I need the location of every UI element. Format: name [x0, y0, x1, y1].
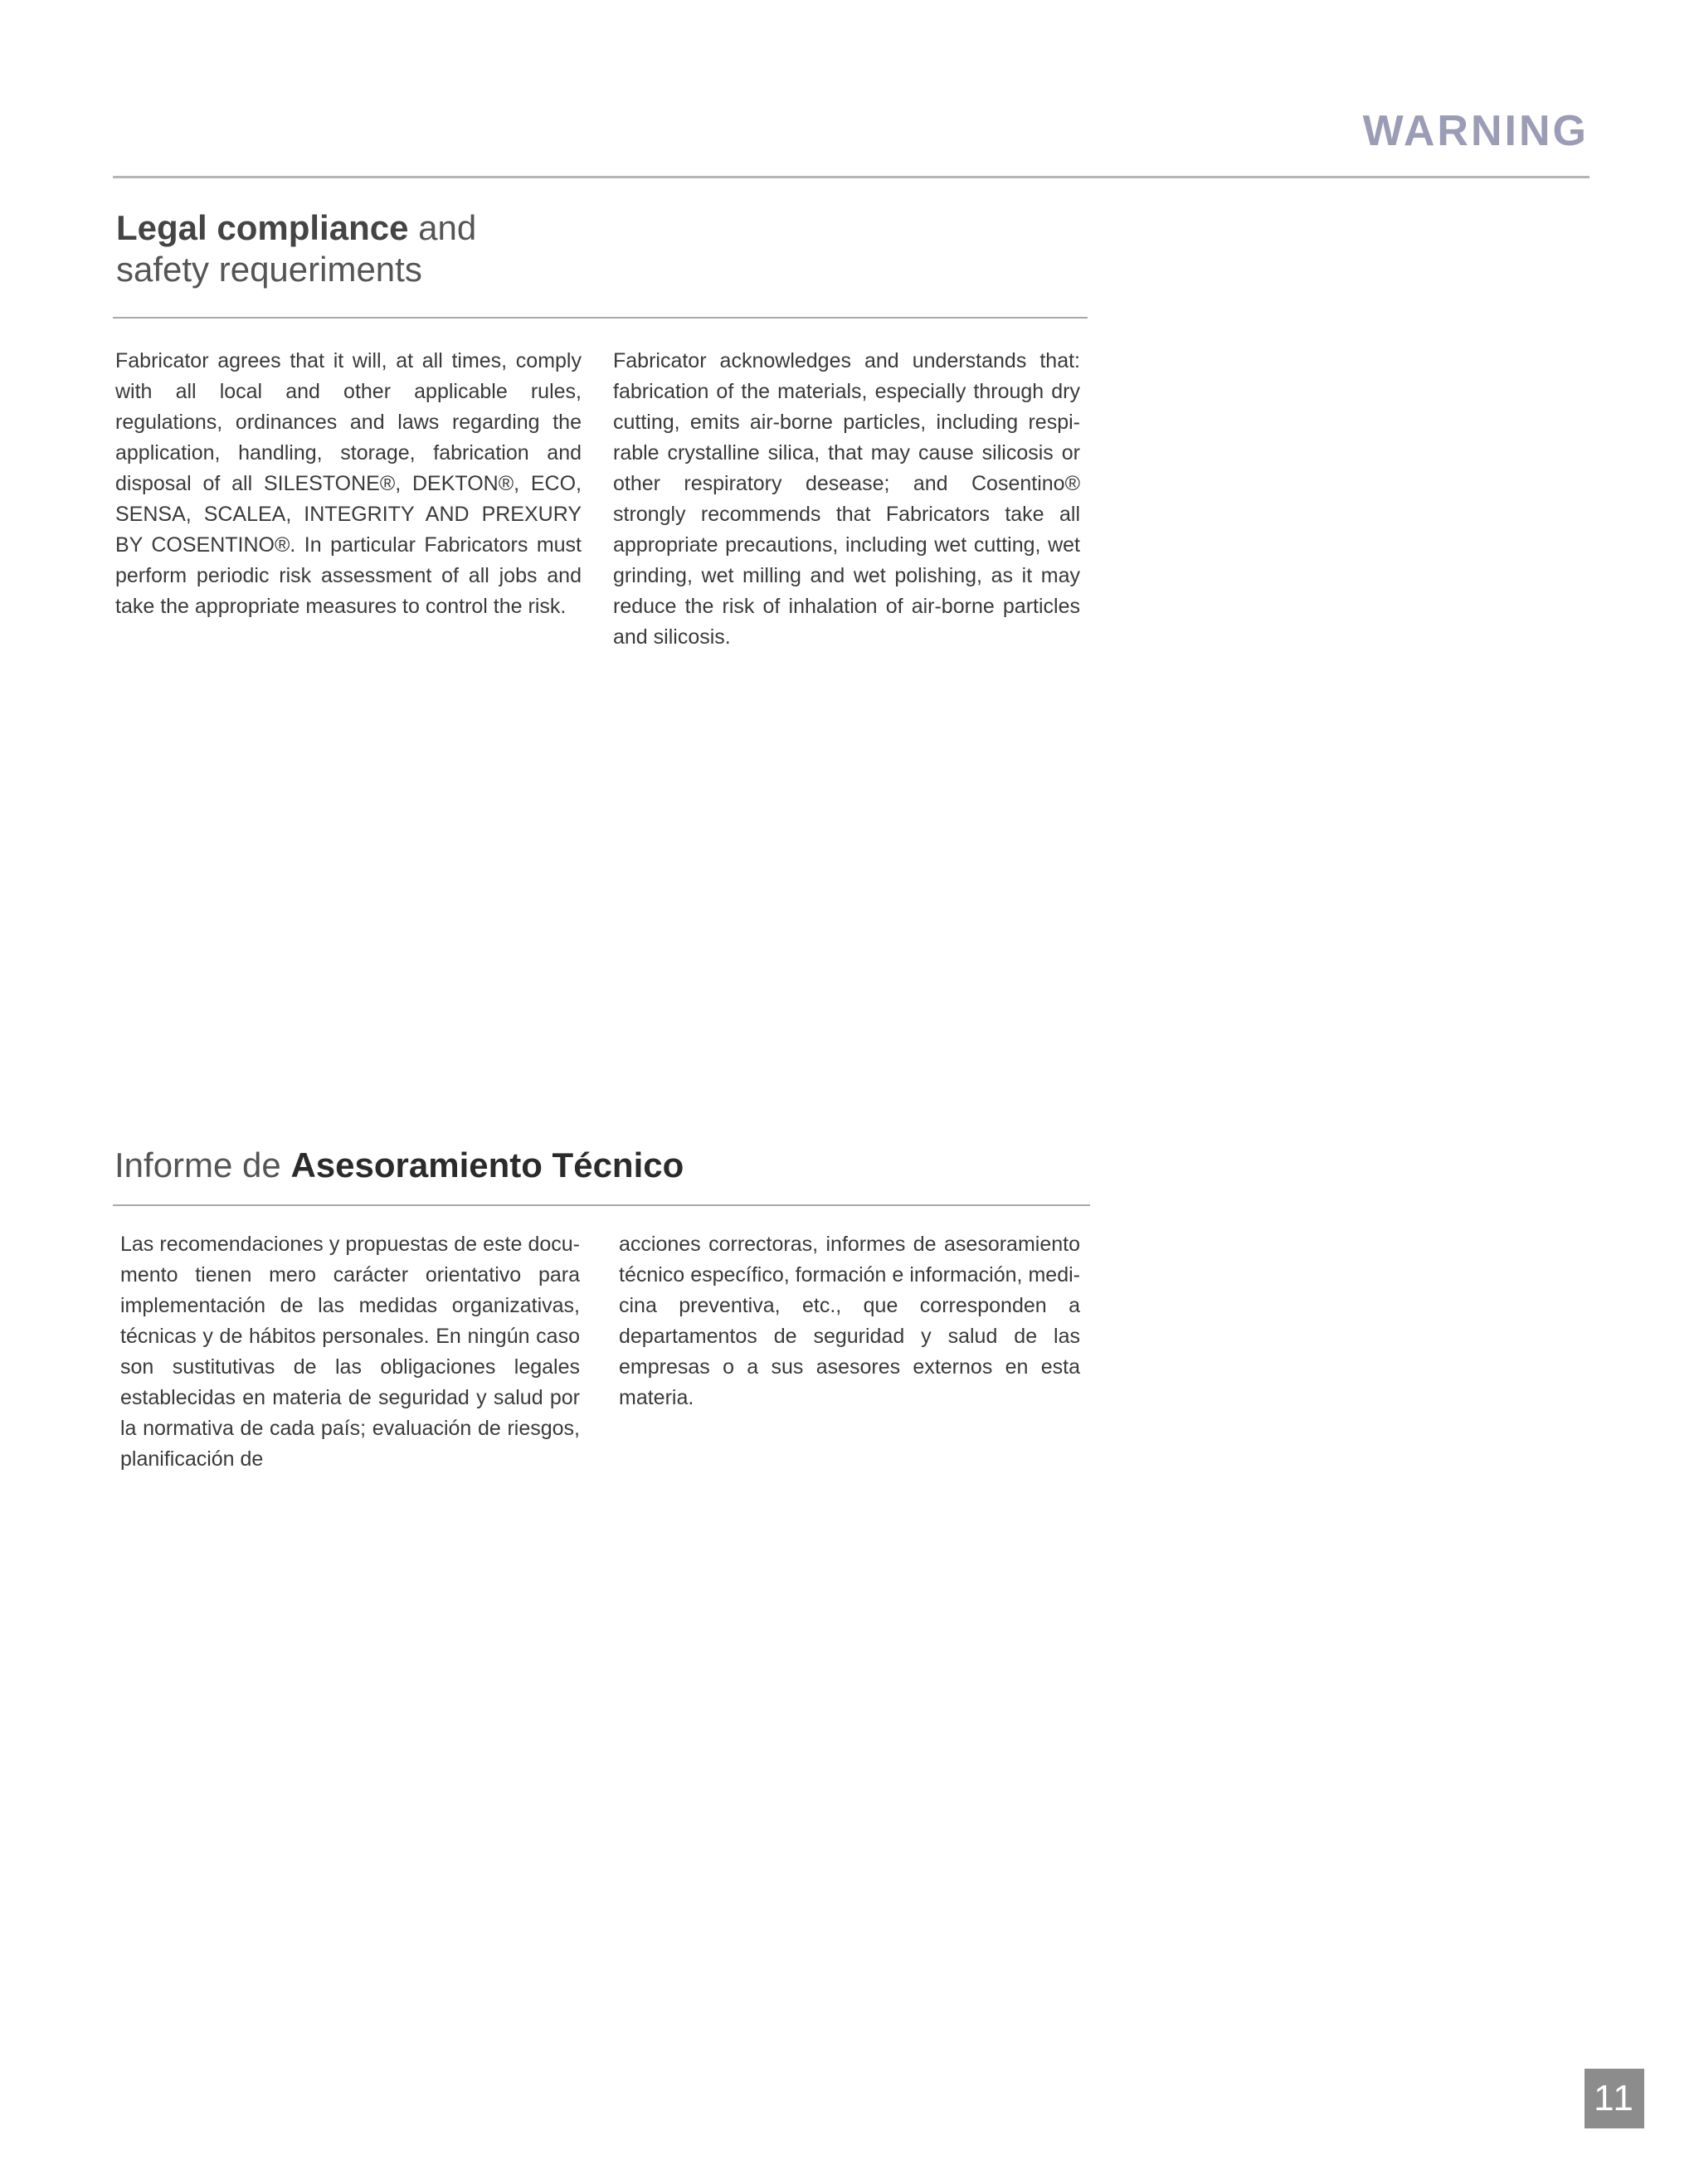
informe-heading: [114, 1145, 684, 1186]
legal-heading-bold: Legal compliance: [116, 208, 409, 247]
informe-paragraph-right: acciones correctoras, informes de asesoramiento técnico específico, formación e información, medicina preventiva, etc., que corresponden a departamentos de seguridad y salud de las empresas o a sus asesores externos en esta materia.: [619, 1233, 1080, 1409]
page-number-badge: 11: [1585, 2069, 1644, 2128]
informe-heading-bold: Asesoramiento Técnico: [290, 1146, 684, 1184]
header-divider: [113, 176, 1589, 178]
page-section-title: WARNING: [1362, 107, 1589, 155]
informe-section-divider: [113, 1204, 1090, 1206]
informe-paragraph-left: Las recomendaciones y propuestas de este documento tienen mero carácter orientativo para implementación de las medidas organizativas, técnicas y de hábitos personales. En ningún caso son sustitutivas de las obligaciones legales establecidas en materia de seguridad y salud por la normativa de cada país; evaluación de riesgos, planificación de: [120, 1233, 580, 1471]
legal-heading-rest: and: [408, 208, 477, 247]
legal-heading-line2: safety requeriments: [116, 250, 422, 289]
legal-paragraph-left: Fabricator agrees that it will, at all times, comply with all local and other applicable rules, regulations, ordinances and laws regarding the application, handling, storage, fabrication and disposal of all SILESTONE®, DEKTON®, ECO, SENSA, SCALEA, INTEGRITY AND PREXURY BY COSENTINO®. In particular Fabricators must perform periodic risk assessment of all jobs and take the appropriate measures to control the risk.: [115, 349, 582, 618]
informe-heading-light: Informe de: [114, 1146, 291, 1184]
legal-section-divider: [113, 317, 1088, 319]
legal-paragraph-right: Fabricator acknowledges and understands that: fabrication of the materials, especially through dry cutting, emits air-borne particles, including respirable crystalline silica, that may cause silicosis or other respiratory desease; and Cosentino® strongly recommends that Fabricators take all appropriate precautions, including wet cutting, wet grinding, wet milling and wet polishing, as it may reduce the risk of inhalation of air-borne particles and silicosis.: [613, 349, 1080, 649]
legal-compliance-heading: [116, 207, 476, 290]
